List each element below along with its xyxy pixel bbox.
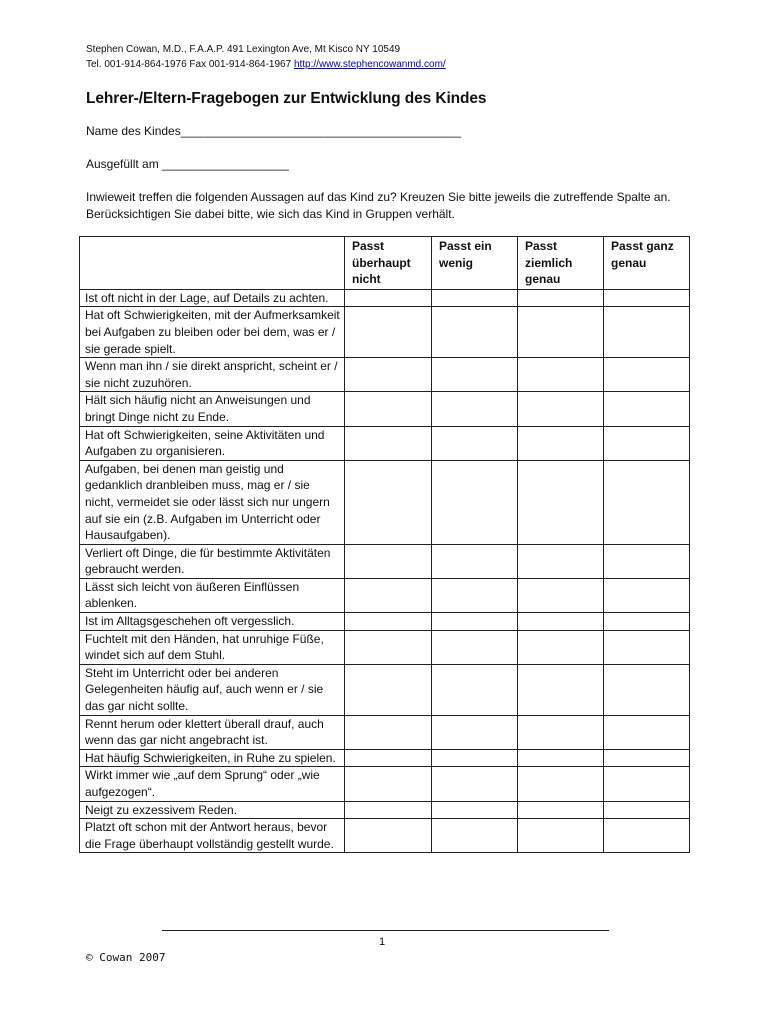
answer-checkbox-cell[interactable]	[604, 289, 690, 307]
answer-checkbox-cell[interactable]	[604, 664, 690, 715]
table-row	[80, 544, 690, 578]
answer-checkbox-cell[interactable]	[604, 801, 690, 819]
page-number: 1	[379, 936, 386, 948]
question-text: Hat oft Schwierigkeiten, mit der Aufmerksamkeit bei Aufgaben zu bleiben oder bei dem, was er / sie gerade spielt.	[80, 307, 345, 358]
answer-checkbox-cell[interactable]	[432, 358, 518, 392]
answer-checkbox-cell[interactable]	[345, 392, 432, 426]
answer-checkbox-cell[interactable]	[432, 819, 518, 853]
answer-checkbox-cell[interactable]	[432, 613, 518, 631]
instructions: Inwieweit treffen die folgenden Aussagen auf das Kind zu? Kreuzen Sie bitte jeweils die zutreffende Spalte an. Berücksichtigen Sie dabei bitte, wie sich das Kind in Gruppen verhält.	[86, 190, 671, 221]
answer-checkbox-cell[interactable]	[518, 426, 604, 460]
question-text: Neigt zu exzessivem Reden.	[80, 801, 345, 819]
answer-checkbox-cell[interactable]	[604, 630, 690, 664]
answer-checkbox-cell[interactable]	[604, 767, 690, 801]
table-row	[80, 801, 690, 819]
answer-checkbox-cell[interactable]	[604, 749, 690, 767]
answer-checkbox-cell[interactable]	[345, 307, 432, 358]
answer-checkbox-cell[interactable]	[432, 426, 518, 460]
answer-checkbox-cell[interactable]	[345, 801, 432, 819]
table-row	[80, 819, 690, 853]
answer-checkbox-cell[interactable]	[432, 630, 518, 664]
answer-checkbox-cell[interactable]	[345, 289, 432, 307]
answer-checkbox-cell[interactable]	[518, 801, 604, 819]
filled-date-field[interactable]: Ausgefüllt am ___________________	[86, 157, 289, 171]
answer-checkbox-cell[interactable]	[432, 392, 518, 426]
answer-checkbox-cell[interactable]	[432, 460, 518, 544]
answer-checkbox-cell[interactable]	[604, 307, 690, 358]
answer-checkbox-cell[interactable]	[604, 819, 690, 853]
footer-divider	[162, 930, 609, 931]
answer-checkbox-cell[interactable]	[432, 544, 518, 578]
answer-checkbox-cell[interactable]	[345, 544, 432, 578]
answer-checkbox-cell[interactable]	[518, 289, 604, 307]
answer-checkbox-cell[interactable]	[518, 613, 604, 631]
table-row	[80, 767, 690, 801]
answer-checkbox-cell[interactable]	[432, 307, 518, 358]
table-row	[80, 307, 690, 358]
answer-checkbox-cell[interactable]	[345, 613, 432, 631]
question-text: Aufgaben, bei denen man geistig und gedanklich dranbleiben muss, mag er / sie nicht, vermeidet sie oder lässt sich nur ungern auf sie ein (z.B. Aufgaben im Unterricht oder Hausaufgaben).	[80, 460, 345, 544]
table-row	[80, 715, 690, 749]
answer-checkbox-cell[interactable]	[432, 749, 518, 767]
answer-checkbox-cell[interactable]	[345, 578, 432, 612]
questionnaire-table	[79, 236, 690, 853]
question-text: Wenn man ihn / sie direkt anspricht, scheint er / sie nicht zuzuhören.	[80, 358, 345, 392]
answer-checkbox-cell[interactable]	[604, 358, 690, 392]
answer-checkbox-cell[interactable]	[604, 460, 690, 544]
letterhead-contact	[86, 58, 446, 73]
answer-checkbox-cell[interactable]	[604, 544, 690, 578]
copyright-notice: © Cowan 2007	[86, 951, 166, 964]
answer-checkbox-cell[interactable]	[345, 767, 432, 801]
question-text: Steht im Unterricht oder bei anderen Gelegenheiten häufig auf, auch wenn er / sie das gar nicht sollte.	[80, 664, 345, 715]
answer-checkbox-cell[interactable]	[518, 749, 604, 767]
answer-checkbox-cell[interactable]	[604, 426, 690, 460]
answer-checkbox-cell[interactable]	[518, 715, 604, 749]
table-row	[80, 749, 690, 767]
table-row	[80, 578, 690, 612]
answer-checkbox-cell[interactable]	[518, 544, 604, 578]
answer-checkbox-cell[interactable]	[518, 358, 604, 392]
table-row	[80, 630, 690, 664]
answer-checkbox-cell[interactable]	[604, 613, 690, 631]
letterhead-address: Stephen Cowan, M.D., F.A.A.P. 491 Lexington Ave, Mt Kisco NY 10549	[86, 44, 401, 55]
answer-checkbox-cell[interactable]	[345, 819, 432, 853]
column-header-exactly: Passt ganz genau	[604, 237, 690, 290]
phone-fax: Tel. 001-914-864-1976 Fax 001-914-864-1967	[86, 58, 294, 70]
question-text: Ist im Alltagsgeschehen oft vergesslich.	[80, 613, 345, 631]
page-title: Lehrer-/Eltern-Fragebogen zur Entwicklung des Kindes	[86, 90, 487, 107]
answer-checkbox-cell[interactable]	[432, 664, 518, 715]
answer-checkbox-cell[interactable]	[345, 749, 432, 767]
column-header-a-little: Passt ein wenig	[432, 237, 518, 290]
answer-checkbox-cell[interactable]	[518, 460, 604, 544]
answer-checkbox-cell[interactable]	[604, 715, 690, 749]
column-header-fairly: Passt ziemlich genau	[518, 237, 604, 290]
question-text: Lässt sich leicht von äußeren Einflüssen ablenken.	[80, 578, 345, 612]
answer-checkbox-cell[interactable]	[432, 801, 518, 819]
answer-checkbox-cell[interactable]	[345, 358, 432, 392]
answer-checkbox-cell[interactable]	[604, 392, 690, 426]
answer-checkbox-cell[interactable]	[432, 289, 518, 307]
website-link[interactable]: http://www.stephencowanmd.com/	[293, 58, 446, 70]
column-header-not-at-all: Passt überhaupt nicht	[345, 237, 432, 290]
table-row	[80, 613, 690, 631]
table-row	[80, 392, 690, 426]
table-header-row	[80, 237, 690, 290]
question-text: Wirkt immer wie „auf dem Sprung“ oder „wie aufgezogen“.	[80, 767, 345, 801]
table-row	[80, 358, 690, 392]
answer-checkbox-cell[interactable]	[518, 578, 604, 612]
question-text: Hat oft Schwierigkeiten, seine Aktivitäten und Aufgaben zu organisieren.	[80, 426, 345, 460]
answer-checkbox-cell[interactable]	[518, 819, 604, 853]
answer-checkbox-cell[interactable]	[432, 767, 518, 801]
table-row	[80, 664, 690, 715]
answer-checkbox-cell[interactable]	[345, 630, 432, 664]
table-row	[80, 460, 690, 544]
answer-checkbox-cell[interactable]	[345, 426, 432, 460]
question-text: Platzt oft schon mit der Antwort heraus, bevor die Frage überhaupt vollständig gestellt wurde.	[80, 819, 345, 853]
column-header-item	[80, 237, 345, 290]
answer-checkbox-cell[interactable]	[604, 578, 690, 612]
question-text: Ist oft nicht in der Lage, auf Details zu achten.	[80, 289, 345, 307]
letterhead	[86, 43, 446, 72]
answer-checkbox-cell[interactable]	[345, 664, 432, 715]
answer-checkbox-cell[interactable]	[345, 715, 432, 749]
answer-checkbox-cell[interactable]	[432, 578, 518, 612]
answer-checkbox-cell[interactable]	[518, 767, 604, 801]
question-text: Hält sich häufig nicht an Anweisungen und bringt Dinge nicht zu Ende.	[80, 392, 345, 426]
answer-checkbox-cell[interactable]	[518, 392, 604, 426]
question-text: Rennt herum oder klettert überall drauf, auch wenn das gar nicht angebracht ist.	[80, 715, 345, 749]
question-text: Fuchtelt mit den Händen, hat unruhige Füße, windet sich auf dem Stuhl.	[80, 630, 345, 664]
table-row	[80, 289, 690, 307]
answer-checkbox-cell[interactable]	[345, 460, 432, 544]
answer-checkbox-cell[interactable]	[432, 715, 518, 749]
question-text: Verliert oft Dinge, die für bestimmte Aktivitäten gebraucht werden.	[80, 544, 345, 578]
answer-checkbox-cell[interactable]	[518, 630, 604, 664]
answer-checkbox-cell[interactable]	[518, 664, 604, 715]
answer-checkbox-cell[interactable]	[518, 307, 604, 358]
table-row	[80, 426, 690, 460]
child-name-field[interactable]: Name des Kindes__________________________________________	[86, 124, 462, 138]
question-text: Hat häufig Schwierigkeiten, in Ruhe zu spielen.	[80, 749, 345, 767]
